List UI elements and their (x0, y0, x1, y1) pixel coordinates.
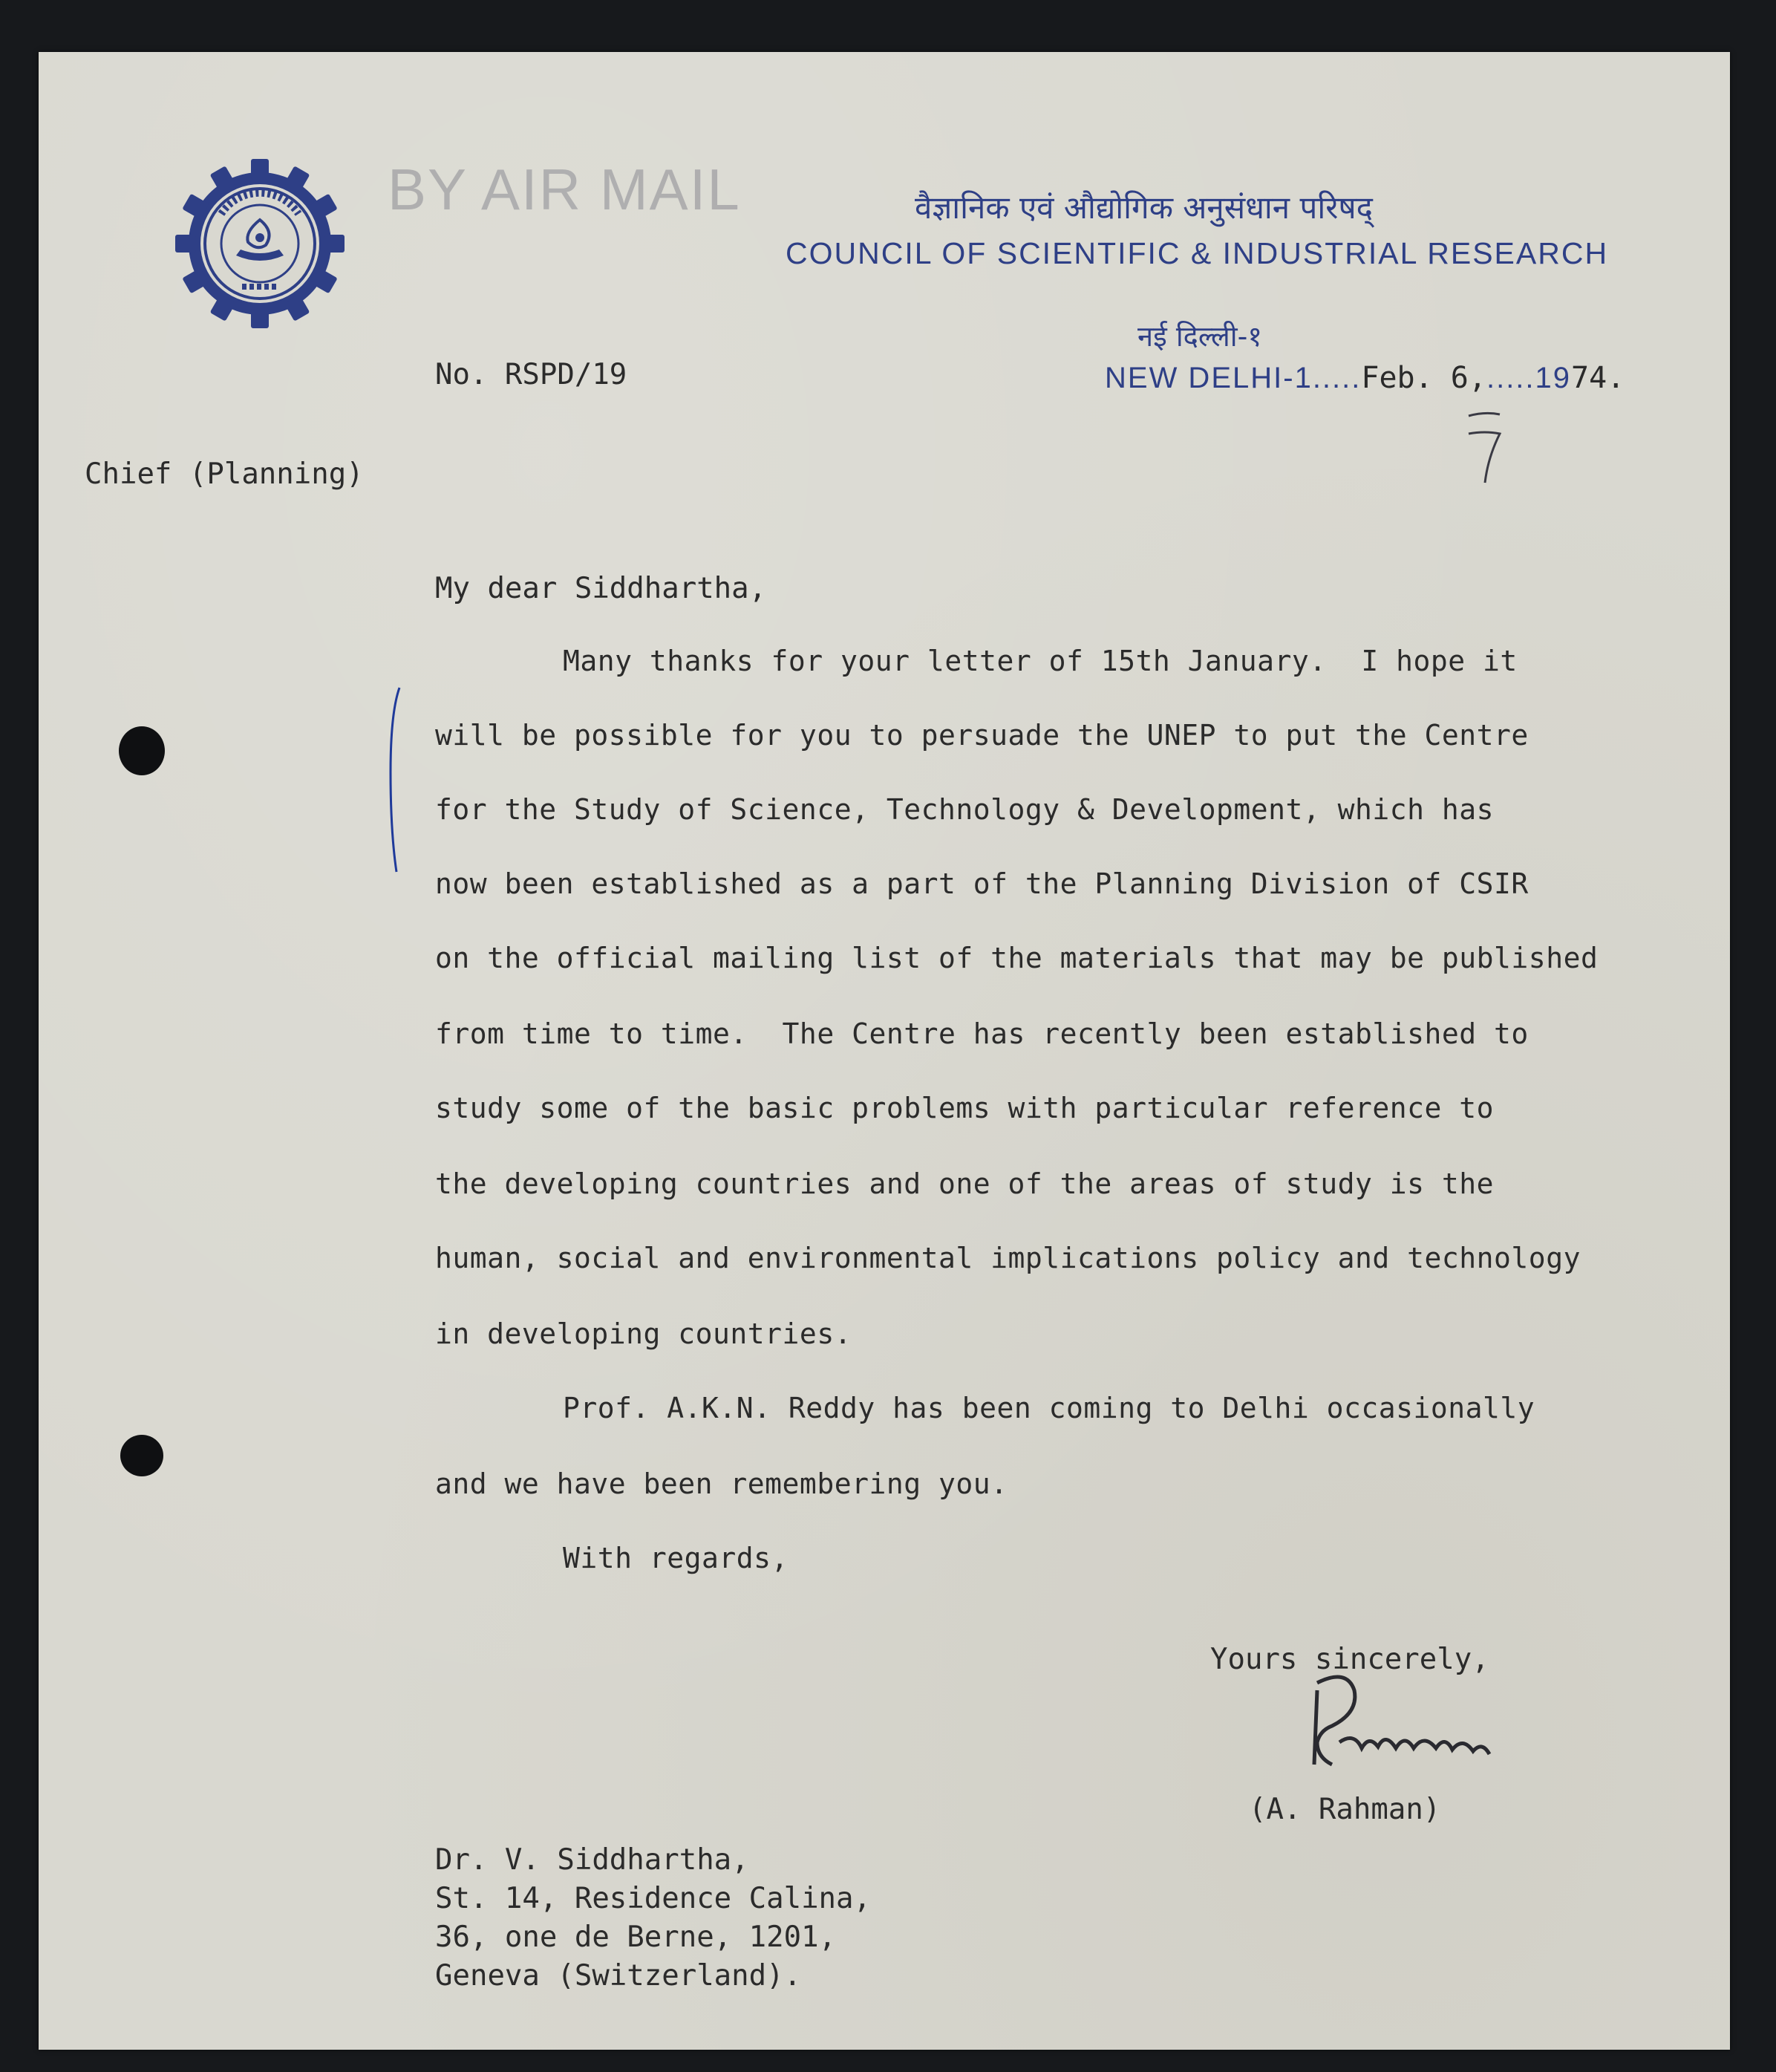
punch-hole (119, 726, 165, 775)
sender-designation: Chief (Planning) (85, 457, 364, 491)
recipient-address-line: St. 14, Residence Calina, (435, 1882, 871, 1915)
body-line: Prof. A.K.N. Reddy has been coming to Delhi occasionally (563, 1392, 1535, 1424)
dateline (1105, 361, 1625, 395)
body-line: from time to time. The Centre has recently been established to (435, 1017, 1529, 1050)
body-line: will be possible for you to persuade the UNEP to put the Centre (435, 719, 1529, 752)
org-name-english: COUNCIL OF SCIENTIFIC & INDUSTRIAL RESEARCH (786, 236, 1609, 270)
body-line: study some of the basic problems with particular reference to (435, 1092, 1495, 1124)
air-mail-stamp: BY AIR MAIL (388, 157, 741, 222)
body-line: on the official mailing list of the materials that may be published (435, 942, 1599, 974)
date-dots: ..... (1312, 362, 1362, 394)
body-line: the developing countries and one of the areas of study is the (435, 1167, 1495, 1200)
recipient-address-line: 36, one de Berne, 1201, (435, 1920, 837, 1954)
letter-sheet (39, 52, 1730, 2050)
city-english: NEW DELHI-1 (1105, 362, 1313, 394)
handwritten-signature (1287, 1661, 1510, 1779)
body-line: and we have been remembering you. (435, 1467, 1008, 1500)
reference-number: No. RSPD/19 (435, 358, 627, 391)
body-line: in developing countries. (435, 1317, 852, 1350)
body-line: human, social and environmental implications policy and technology (435, 1242, 1581, 1274)
csir-seal-logo (171, 154, 349, 333)
org-name-hindi: वैज्ञानिक एवं औद्योगिक अनुसंधान परिषद् (915, 189, 1373, 226)
date-dots-2: ..... (1486, 362, 1535, 394)
year-suffix: 74. (1571, 361, 1625, 395)
year-prefix: 19 (1535, 362, 1572, 394)
body-line: Many thanks for your letter of 15th January. I hope it (563, 645, 1518, 677)
recipient-address-line: Geneva (Switzerland). (435, 1959, 802, 1993)
punch-hole (120, 1435, 163, 1476)
body-line: now been established as a part of the Planning Division of CSIR (435, 867, 1529, 900)
greeting: My dear Siddhartha, (435, 572, 767, 605)
recipient-address-line: Dr. V. Siddhartha, (435, 1843, 749, 1877)
city-hindi: नई दिल्ली-१ (1137, 320, 1263, 353)
typed-date: Feb. 6, (1361, 361, 1486, 395)
handwritten-date-mark (1463, 405, 1507, 487)
body-line: for the Study of Science, Technology & Development, which has (435, 793, 1495, 826)
regards-line: With regards, (563, 1542, 789, 1574)
margin-pen-mark (380, 683, 410, 876)
closing-line: Yours sincerely, (1210, 1643, 1489, 1676)
signatory-name: (A. Rahman) (1249, 1793, 1441, 1826)
